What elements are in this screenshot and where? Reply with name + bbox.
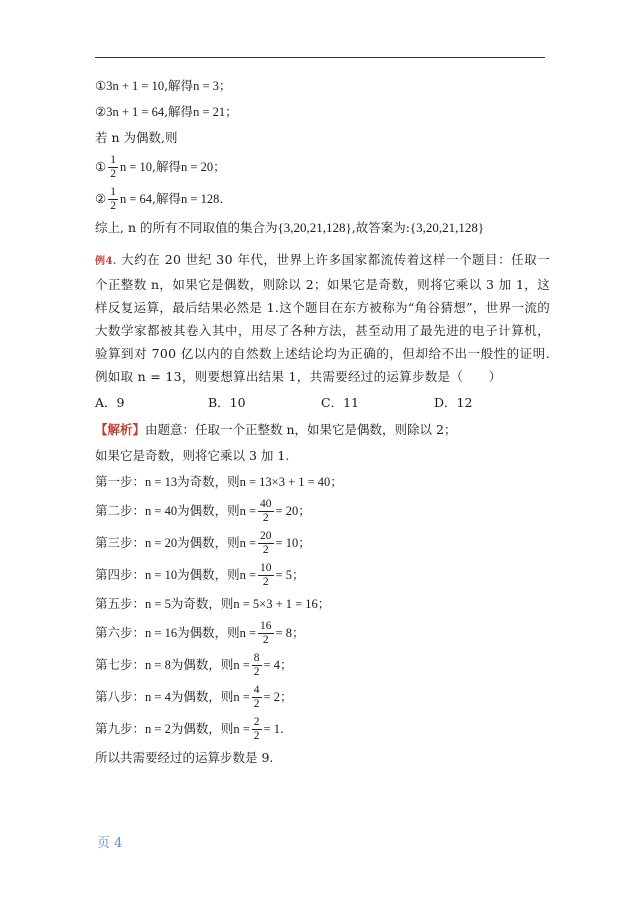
step-lhs: n = <box>239 536 257 550</box>
equation: n = 64 <box>119 192 153 206</box>
denominator: 2 <box>110 199 116 212</box>
step-condition: n = 2 <box>145 722 171 736</box>
step-lhs: n = <box>233 658 250 672</box>
document-body <box>95 76 550 768</box>
option-c: C．11 <box>321 395 359 410</box>
punctuation: ； <box>218 78 232 93</box>
punctuation: . <box>279 721 284 736</box>
even-intro: 若 n 为偶数,则 <box>95 130 178 145</box>
punctuation: ； <box>279 657 293 672</box>
numerator: 40 <box>260 497 272 510</box>
answer-options <box>95 392 550 414</box>
punctuation: ； <box>279 689 293 704</box>
step-6 <box>95 620 550 646</box>
option-b: B．10 <box>208 395 246 410</box>
summary-line <box>95 218 550 238</box>
solve-text: ,解得 <box>152 191 182 206</box>
denominator: 2 <box>262 633 269 646</box>
denominator: 2 <box>253 697 260 710</box>
step-parity: 为偶数，则 <box>177 535 240 550</box>
step-lhs: n = <box>239 568 257 582</box>
numerator: 16 <box>260 619 272 632</box>
step-condition: n = 13 <box>145 475 178 489</box>
numerator: 1 <box>110 153 116 166</box>
problem-text: 大约在 20 世纪 30 年代，世界上许多国家都流传着这样一个题目：任取一个正整数 n，如果它是偶数，则除以 2；如果它是奇数，则将它乘以 3 加 1，这样反复运算，最后结果必然是 1.这个题目在东方被称为“角谷猜想”，世界一流的大数学家都被其卷入其中，用尽了各种方法，甚至动用了最先进的电子计算机，验算到对 700 亿以内的自然数上述结论均为正确的，但却给不出一般性的证明.例如取 n = 13，则要想算出结果 1，共需要经过的运算步数是（ ） <box>95 252 550 384</box>
denominator: 2 <box>262 511 269 524</box>
step-rhs: = 20 <box>275 504 299 518</box>
equation: 3n + 1 = 64 <box>106 105 165 119</box>
summary-text: ,故答案为: <box>351 220 410 235</box>
step-2 <box>95 498 550 524</box>
fraction <box>258 498 274 525</box>
result: n = 21 <box>193 105 226 119</box>
step-expression: n = 13×3 + 1 = 40 <box>239 475 331 489</box>
step-rhs: = 1 <box>263 722 280 736</box>
step-label: 第四步： <box>95 567 146 582</box>
step-9 <box>95 716 550 742</box>
page-number: 页 4 <box>97 836 123 851</box>
step-1 <box>95 472 550 492</box>
step-lhs: n = <box>233 690 250 704</box>
step-condition: n = 8 <box>145 658 171 672</box>
step-condition: n = 10 <box>145 568 178 582</box>
circled-marker: ② <box>95 191 107 206</box>
step-label: 第六步： <box>95 625 146 640</box>
fraction <box>252 652 262 679</box>
step-rhs: = 10 <box>275 536 299 550</box>
option-a: A．9 <box>95 395 125 410</box>
example-label: 例4. <box>95 256 117 267</box>
circled-marker: ① <box>95 78 107 93</box>
conclusion: 所以共需要经过的运算步数是 9. <box>95 750 274 765</box>
step-rhs: = 2 <box>263 690 280 704</box>
numerator: 20 <box>260 529 272 542</box>
denominator: 2 <box>262 543 269 556</box>
step-parity: 为偶数，则 <box>177 567 240 582</box>
step-5 <box>95 594 550 614</box>
punctuation: ； <box>317 596 331 611</box>
numerator: 2 <box>253 715 260 728</box>
option-d: D．12 <box>434 395 473 410</box>
result: n = 128 <box>181 192 220 206</box>
denominator: 2 <box>110 167 116 180</box>
numerator: 4 <box>253 683 260 696</box>
circled-marker: ② <box>95 104 107 119</box>
fraction <box>258 530 274 557</box>
fraction <box>252 684 262 711</box>
solve-text: ,解得 <box>164 104 194 119</box>
analysis-text: 由题意：任取一个正整数 n，如果它是偶数，则除以 2； <box>145 422 457 437</box>
step-label: 第二步： <box>95 503 146 518</box>
denominator: 2 <box>253 665 260 678</box>
step-label: 第九步： <box>95 721 146 736</box>
answer-set: {3,20,21,128} <box>409 220 485 235</box>
step-parity: 为偶数，则 <box>170 689 234 704</box>
step-rhs: = 4 <box>263 658 280 672</box>
punctuation: ； <box>213 159 226 174</box>
solve-text: ,解得 <box>164 78 194 93</box>
step-8 <box>95 684 550 710</box>
step-parity: 为偶数，则 <box>170 657 234 672</box>
step-rhs: = 8 <box>275 626 292 640</box>
case-odd-2 <box>95 102 550 122</box>
punctuation: ； <box>225 104 238 119</box>
step-label: 第七步： <box>95 657 146 672</box>
punctuation: ； <box>291 567 305 582</box>
case-odd-1 <box>95 76 550 96</box>
denominator: 2 <box>253 729 260 742</box>
punctuation: . <box>219 191 224 206</box>
example-4-problem <box>95 248 550 388</box>
step-condition: n = 40 <box>145 504 178 518</box>
punctuation: ； <box>291 625 305 640</box>
result: n = 3 <box>193 79 219 93</box>
fraction <box>108 154 118 181</box>
step-3 <box>95 530 550 556</box>
fraction <box>258 620 274 647</box>
equation: 3n + 1 = 10 <box>106 79 165 93</box>
fraction <box>252 716 262 743</box>
step-parity: 为奇数，则 <box>177 474 240 489</box>
analysis-tag: 【解析】 <box>95 422 146 437</box>
step-7 <box>95 652 550 678</box>
fraction <box>108 186 118 213</box>
summary-text: 综上, n 的所有不同取值的集合为 <box>95 220 278 235</box>
result: n = 20 <box>181 160 214 174</box>
step-lhs: n = <box>239 504 257 518</box>
analysis-line-1 <box>95 420 550 440</box>
analysis-line-2: 如果它是奇数，则将它乘以 3 加 1. <box>95 448 290 463</box>
equation: n = 10 <box>119 160 153 174</box>
step-parity: 为偶数，则 <box>170 721 234 736</box>
numerator: 10 <box>260 561 272 574</box>
step-4 <box>95 562 550 588</box>
step-parity: 为偶数，则 <box>177 503 240 518</box>
punctuation: ； <box>298 535 311 550</box>
step-label: 第五步： <box>95 596 146 611</box>
fraction <box>258 562 274 589</box>
step-expression: n = 5×3 + 1 = 16 <box>233 597 318 611</box>
case-even-1 <box>95 154 550 180</box>
step-parity: 为偶数，则 <box>177 625 240 640</box>
step-lhs: n = <box>239 626 257 640</box>
answer-set: {3,20,21,128} <box>277 220 352 235</box>
step-label: 第三步： <box>95 535 146 550</box>
step-condition: n = 5 <box>145 597 171 611</box>
step-condition: n = 16 <box>145 626 178 640</box>
step-rhs: = 5 <box>275 568 292 582</box>
case-even-2 <box>95 186 550 212</box>
numerator: 1 <box>110 185 116 198</box>
step-parity: 为奇数，则 <box>170 596 234 611</box>
circled-marker: ① <box>95 159 107 174</box>
header-rule <box>95 57 545 58</box>
step-label: 第八步： <box>95 689 146 704</box>
step-condition: n = 4 <box>145 690 171 704</box>
punctuation: ； <box>330 474 343 489</box>
step-lhs: n = <box>233 722 250 736</box>
step-condition: n = 20 <box>145 536 178 550</box>
numerator: 8 <box>253 651 260 664</box>
solve-text: ,解得 <box>152 159 182 174</box>
step-label: 第一步： <box>95 474 146 489</box>
denominator: 2 <box>262 575 269 588</box>
punctuation: ； <box>298 503 311 518</box>
